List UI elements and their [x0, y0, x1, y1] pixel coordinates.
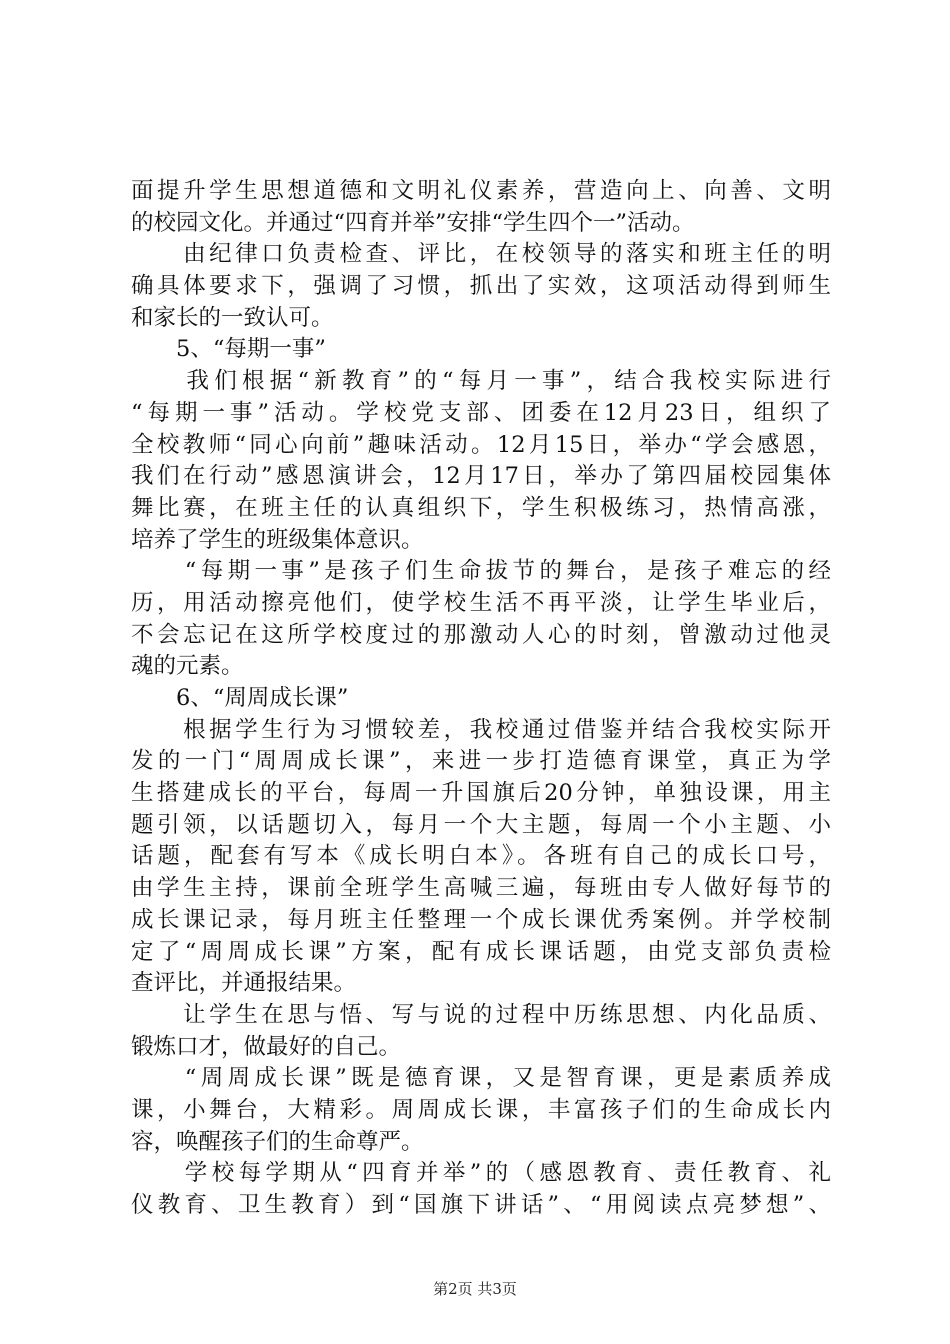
text-line: 仪教育、卫生教育）到“国旗下讲话”、“用阅读点亮梦想”、 — [131, 1192, 831, 1218]
text-line: 面提升学生思想道德和文明礼仪素养，营造向上、向善、文明 — [131, 178, 831, 204]
text-line: 舞比赛，在班主任的认真组织下，学生积极练习，热情高涨， — [131, 494, 831, 521]
text-line: 我们根据“新教育”的“每月一事”，结合我校实际进行 — [131, 368, 831, 395]
document-body — [131, 176, 831, 1222]
text-line: 魂的元素。 — [131, 653, 244, 680]
page-number-footer: 第2页 共3页 — [433, 1280, 517, 1298]
section-heading: 6、“周周成长课” — [131, 685, 349, 711]
text-line: 不会忘记在这所学校度过的那激动人心的时刻，曾激动过他灵 — [131, 621, 831, 648]
text-line: 我们在行动”感恩演讲会，12月17日，举办了第四届校园集体 — [131, 463, 831, 490]
text-line: “每期一事”是孩子们生命拔节的舞台，是孩子难忘的经 — [131, 558, 831, 585]
text-line: 发的一门“周周成长课”，来进一步打造德育课堂，真正为学 — [131, 748, 831, 775]
text-line: 话题，配套有写本《成长明白本》。各班有自己的成长口号， — [131, 843, 831, 870]
text-line: 课，小舞台，大精彩。周周成长课，丰富孩子们的生命成长内 — [131, 1096, 831, 1123]
text-line: 由纪律口负责检查、评比，在校领导的落实和班主任的明 — [131, 241, 831, 268]
text-line: 让学生在思与悟、写与说的过程中历练思想、内化品质、 — [131, 1001, 831, 1028]
text-line: “每期一事”活动。学校党支部、团委在12月23日，组织了 — [131, 399, 831, 426]
text-line: 历，用活动擦亮他们，使学校生活不再平淡，让学生毕业后， — [131, 589, 831, 616]
text-line: 题引领，以话题切入，每月一个大主题，每周一个小主题、小 — [131, 811, 831, 838]
text-line: 查评比，并通报结果。 — [131, 970, 357, 997]
text-line: 由学生主持，课前全班学生高喊三遍，每班由专人做好每节的 — [131, 875, 831, 902]
text-line: 学校每学期从“四育并举”的（感恩教育、责任教育、礼 — [131, 1160, 831, 1187]
text-line: 生搭建成长的平台，每周一升国旗后20分钟，单独设课，用主 — [131, 780, 831, 807]
text-line: “周周成长课”既是德育课，又是智育课，更是素质养成 — [131, 1065, 831, 1092]
text-line: 定了“周周成长课”方案，配有成长课话题，由党支部负责检 — [131, 938, 831, 965]
text-line: 全校教师“同心向前”趣味活动。12月15日，举办“学会感恩， — [131, 431, 831, 458]
text-line: 的校园文化。并通过“四育并举”安排“学生四个一”活动。 — [131, 209, 695, 236]
text-line: 成长课记录，每月班主任整理一个成长课优秀案例。并学校制 — [131, 906, 831, 933]
text-line: 锻炼口才，做最好的自己。 — [131, 1033, 402, 1060]
text-line: 确具体要求下，强调了习惯，抓出了实效，这项活动得到师生 — [131, 273, 831, 300]
text-line: 根据学生行为习惯较差，我校通过借鉴并结合我校实际开 — [131, 716, 831, 743]
text-line: 培养了学生的班级集体意识。 — [131, 526, 424, 553]
text-line: 容，唤醒孩子们的生命尊严。 — [131, 1128, 424, 1155]
text-line: 和家长的一致认可。 — [131, 304, 334, 331]
section-heading: 5、“每期一事” — [131, 336, 326, 363]
